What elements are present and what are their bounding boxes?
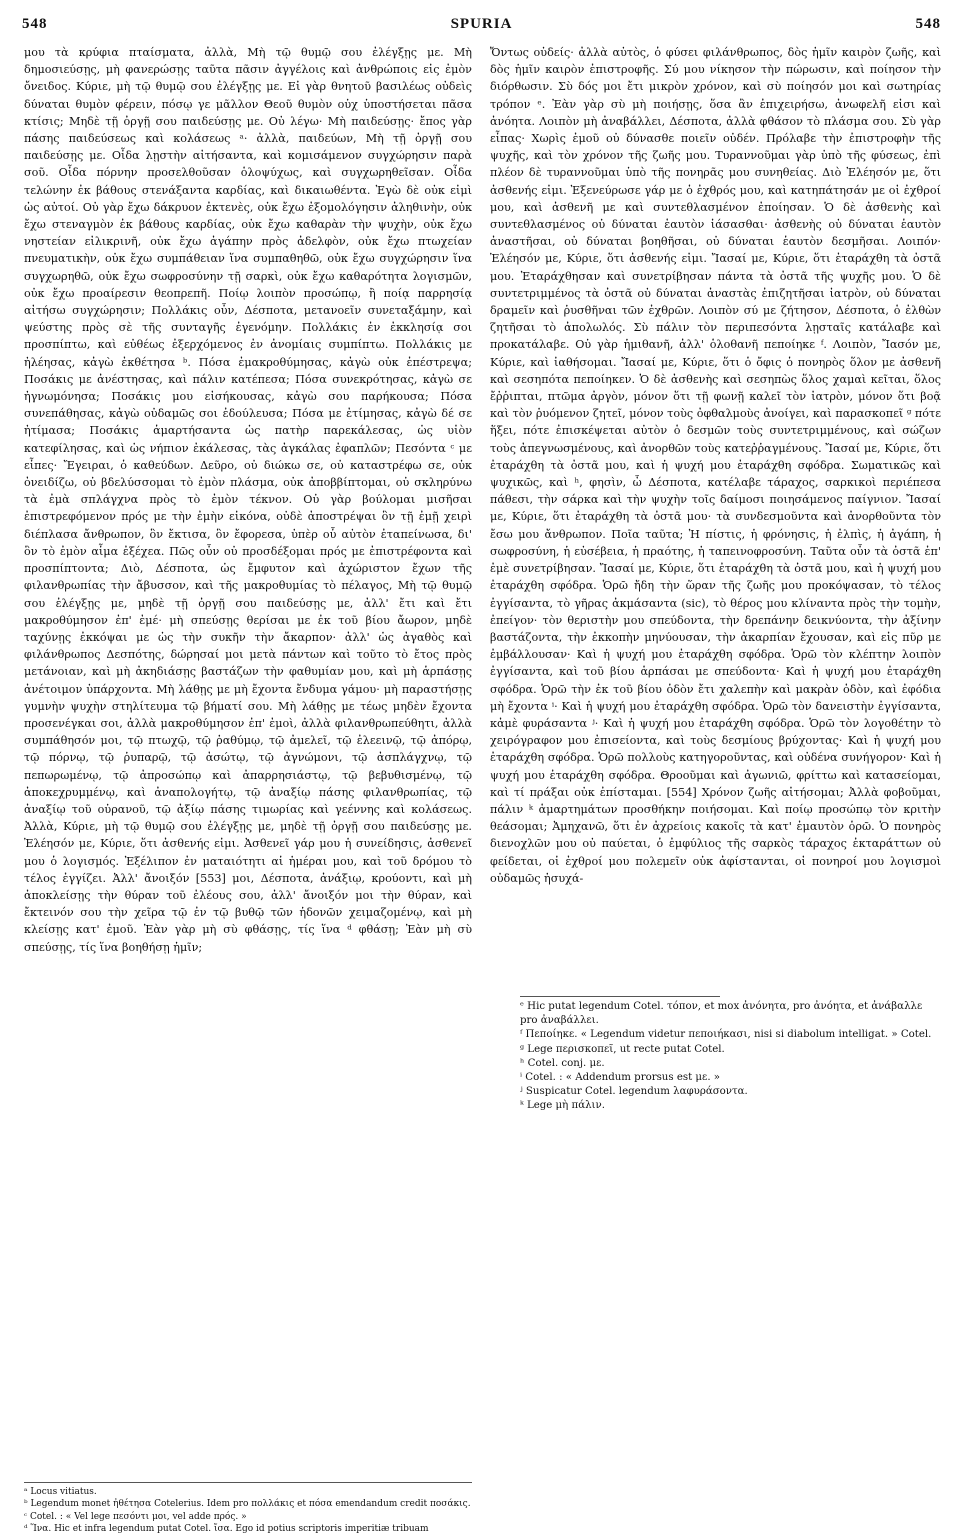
body-text-right: Ὄντως οὐδείς· ἀλλὰ αὐτὸς, ὁ φύσει φιλάνθρωπος, δὸς ἡμῖν καιρὸν ζωῆς, καὶ δὸς ἡμῖν καιρὸν ἐπιστροφῆς. Σύ μου νίκησον τὴν πώρωσιν, καὶ ποίησον τὴν διόρθωσιν. Σὺ δός μοι ἔτι μικρὸν χρόνον, καὶ σὺ ποίησόν μοι καὶ σωτηρίας τρόπον ᵉ. Ἐὰν γὰρ σὺ μὴ ποιήσῃς, ὅσα ἂν ἐπιχειρήσω, ἀνωφελῆ εἰσι καὶ ἀνόητα. Λοιπὸν μὴ ἀναβάλλει, Δέσποτα, ἀλλὰ φθάσον τὸ πλάσμα σου. Σὺ γὰρ εἶπας· Χωρὶς ἐμοῦ οὐ δύνασθε ποιεῖν οὐδέν. Πρόλαβε τὴν ἐπιστροφὴν τῆς ψυχῆς, καὶ τὸν χρόνον τῆς ζωῆς μου. Τυραννοῦμαι γὰρ ὑπὸ τῆς φύσεως, ἐπὶ πλέον δὲ τυραννοῦμαι ὑπὸ τῆς πονηρᾶς μου συνηθείας. Διὸ Ἐλέησόν με, ὅτι ἀσθενής εἰμι. Ἐξενεύρωσε γάρ με ὁ ἐχθρός μου, καὶ κατηπάτησάν με οἱ ἐχθροί μου, καὶ ἀσθενῆ με καὶ συντεθλασμένον ἐποίησαν. Ὁ δὲ ἀσθενὴς καὶ συντεθλασμένος οὐ δύναται ἑαυτὸν ἰάσασθαι· ἀσθενὴς οὐ δύναται ἑαυτὸν ἀναστῆσαι, οὐ δύναται βοηθῆσαι, οὐ δύναται ἑαυτὸν δεσμῆσαι. Λοιπόν· Ἐλέησόν με, Κύριε, ὅτι ἀσθενής εἰμι. Ἴασαί με, Κύριε, ὅτι ἐταράχθη τὰ ὀστᾶ μου. Ἐταράχθησαν καὶ συνετρίβησαν πάντα τὰ ὀστᾶ τῆς ψυχῆς μου. Ὁ δὲ συντετριμμένος τὰ ὀστᾶ οὐ δύναται ἀναστὰς ἐπιζητῆσαι ἰατρὸν, οὐ δύναται δραμεῖν καὶ ῥυσθῆναι τῶν ἐχθρῶν. Λοιπὸν σύ με ζήτησον, Δέσποτα, ὁ ἐλθὼν ζητῆσαι τὸ ἀπολωλός. Σὺ πάλιν τὸν περιπεσόντα λῃσταῖς κατάλαβε καὶ προκατάλαβε. Οὐ γὰρ ἡμιθανῆ, ἀλλ' ὁλοθανῆ πεποίηκε ᶠ. Λοιπὸν, Ἴασόν με, Κύριε, καὶ ἰαθήσομαι. Ἴασαί με, Κύριε, ὅτι ὁ ὄφις ὁ πονηρὸς ὅλον με ἀσθενῆ καὶ σεσηπότα πεποίηκεν. Ὁ δὲ ἀσθενὴς καὶ σεσηπὼς ὅλος χαμαὶ κεῖται, ὅλος ἔῤῥιπται, πτῶμα ἀργὸν, μόνον ὅτι τῇ φωνῇ καλεῖ τὸν ἰατρὸν, μόνον ὅτι βοᾷ καὶ τὸν ῥυόμενον ζητεῖ, μόνον τοὺς ὀφθαλμοὺς ἀνοίγει, καὶ παρασκοπεῖ ᵍ πότε ἥξει, πότε ἐπισκέψεται αὐτὸν ὁ δεσμῶν τοὺς συντετριμμένους, καὶ σώζων τοὺς ἀπεγνωσμένους, καὶ ἀνορθῶν τοὺς κατεῤῥαγμένους. Ἴασαί με, Κύριε, ὅτι ἐταράχθη τὰ ὀστᾶ μου, καὶ ἡ ψυχή μου ἐταράχθη σφόδρα. Σωματικῶς καὶ ψυχικῶς, καὶ ʰ, φησὶν, ὦ Δέσποτα, κατέλαβε τάραχος, σαρκικοὶ περιέπεσα πάθεσι, τὴν σάρκα καὶ τὴν ψυχὴν τοῖς δαίμοσι ποιησάμενος παίγνιον. Ἴασαί με, Κύριε, ὅτι ἐταράχθη τὰ ὀστᾶ μου· τὰ συνδεσμοῦντα καὶ ἀνορθοῦντα τὸν ἔσω μου ἄνθρωπον. Ποῖα ταῦτα; Ἡ πίστις, ἡ φρόνησις, ἡ ἐλπὶς, ἡ ἀγάπη, ἡ σωφροσύνη, ἡ εὐσέβεια, ἡ πραότης, ἡ ταπεινοφροσύνη. Ταῦτα οὖν τὰ ὀστᾶ ἐπ' ἐμὲ συνετρίβησαν. Ἴασαί με, Κύριε, ὅτι ἐταράχθη τὰ ὀστᾶ μου, καὶ ἡ ψυχή μου ἐταράχθη σφόδρα. Ὁρῶ ἤδη τὴν ὥραν τῆς ζωῆς μου προκόψασαν, τὸ τέλος ἐγγίσαντα, τὸ γῆρας ἀκμάσαντα (sic), τὸ θέρος μου κλίναντα πρὸς τὴν τομὴν, ἐπείγον· τὸν θεριστὴν μου σπεύδοντα, τὴν δρεπάνην δεικνύοντα, τὴν ἀξίνην βαστάζοντα, τὴν ἐκκοπὴν μηνύουσαν, τὴν ἀκαρπίαν ἔχουσαν, καὶ εἰς πῦρ με ἐμβάλλουσαν· Καὶ ἡ ψυχή μου ἐταράχθη σφόδρα. Ὁρῶ τὸν κλέπτην λοιπὸν ἐγγίσαντα, καὶ τοῦ βίου ἁρπάσαι με σπεύδοντα· Καὶ ἡ ψυχή μου ἐταράχθη σφόδρα. Ὁρῶ τὴν ἐκ τοῦ βίου ὁδὸν ἔτι χαλεπὴν καὶ μακρὰν ὁδὸν, καὶ ἐφόδια μὴ ἔχοντα ⁱ· Καὶ ἡ ψυχή μου ἐταράχθη σφόδρα. Ὁρῶ τὸν δανειστὴν ἐγγίσαντα, κἀμὲ φυράσαντα ʲ· Καὶ ἡ ψυχή μου ἐταράχθη σφόδρα. Ὁρῶ τὸν λογοθέτην τὸ χειρόγραφον μου ἐπισείοντα, καὶ τοὺς δεσμίους βρύχοντας· Καὶ ἡ ψυχή μου ἐταράχθη σφόδρα. Ὁρῶ πολλοὺς κατηγοροῦντας, καὶ οὐδένα συνήγορον· Καὶ ἡ ψυχή μου ἐταράχθη σφόδρα. Θροοῦμαι καὶ ἀγωνιῶ, φρίττω καὶ κατασείομαι, καὶ τί πράξαι οὐκ ἐπίσταμαι. [554] Χρόνον ζωῆς αἰτήσομαι; Ἀλλὰ φοβοῦμαι, πάλιν ᵏ ἁμαρτημάτων προσθήκην ποιήσομαι. Καὶ ποίῳ προσώπῳ τὸν κριτὴν θεάσομαι; Ἀμηχανῶ, ὅτι ἐν ἀχρείοις κακοῖς τὰ κατ' ἐμαυτὸν ὁρῶ. Ὁ πονηρὸς διενοχλῶν μου οὐ παύεται, ὁ ἐμφύλιος τῆς σαρκὸς τάραχος ἐκταράττων οὐ φείδεται, οἱ ἐχθροί μου πολεμεῖν οὐκ ἀφίστανται, οἱ πονηροί μου λογισμοὶ οὐδαμῶς ἡσυχά- xyxy=(490,46,941,885)
running-title: SPURIA xyxy=(450,16,513,32)
footnotes-left xyxy=(24,1486,472,1536)
body-text-left: μου τὰ κρύφια πταίσματα, ἀλλὰ, Μὴ τῷ θυμῷ σου ἐλέγξῃς με. Μὴ δημοσιεύσῃς, μὴ φανερώσῃς ταῦτα πᾶσιν ἀγγέλοις καὶ ἀνθρώποις εἰς ἐμὸν ὄνειδος. Κύριε, μὴ τῷ θυμῷ σου ἐλέγξῃς με. Εἰ γὰρ θνητοῦ βασιλέως οὐδεὶς δύναται θυμὸν φέρειν, πόσῳ γε μᾶλλον Θεοῦ θυμὸν οὐχ ὑποστήσεται πᾶσα κτίσις; Μηδὲ τῇ ὀργῇ σου παιδεύσῃς με. Οὐ λέγω· Μὴ παιδεύσῃς· ἔπος γὰρ πάσης παιδεύσεως καὶ κολάσεως ᵃ· ἀλλὰ, παιδεύων, Μὴ τῇ ὀργῇ σου παιδεύσῃς με. Οἶδα λῃστὴν αἰτήσαντα, καὶ κομισάμενον συγχώρησιν παρὰ σοῦ. Οἶδα πόρνην προσελθοῦσαν ὁλοψύχως, καὶ συγχωρηθεῖσαν. Οἶδα τελώνην ἐκ βάθους στενάξαντα καρδίας, καὶ δικαιωθέντα. Ἐγὼ δὲ οὐκ εἰμὶ ὡς αὐτοί. Οὐ γὰρ ἔχω δάκρυον ἐκτενὲς, οὐκ ἔχω ἐξομολόγησιν ἀληθινὴν, οὐκ ἔχω στεναγμὸν ἐκ βάθους καρδίας, οὐκ ἔχω καθαρὰν τὴν ψυχὴν, οὐκ ἔχω νηστείαν εἰλικρινῆ, οὐκ ἔχω ἀγάπην πρὸς ἀδελφὸν, οὐκ ἔχω πτωχείαν πνευματικὴν, οὐκ ἔχω συμπάθειαν ἵνα συμπαθηθῶ, οὐκ ἔχω συγχώρησιν ἵνα συγχωρηθῶ, οὐκ ἔχω σωφροσύνην τῇ σαρκὶ, οὐκ ἔχω καθαρότητα λογισμῶν, οὐκ ἔχω προαίρεσιν θεοπρεπῆ. Ποίῳ λοιπὸν προσώπῳ, ἢ ποίᾳ παρρησίᾳ αἰτήσω συγχώρησιν; Πολλάκις οὖν, Δέσποτα, μετανοεῖν συνεταξάμην, καὶ ψεύστης πρὸς σὲ τῆς συνταγῆς ἐγενόμην. Πολλάκις ἐν ἐκκλησίᾳ σοι προσπίπτω, καὶ εὐθέως ἐξερχόμενος ἐν ἀνομίαις συμπίπτω. Πολλάκις με ἠλέησας, κἀγὼ ἐκθέτησα ᵇ. Πόσα ἐμακροθύμησας, κἀγὼ οὐκ ἐπέστρεψα; Ποσάκις με ἀνέστησας, καὶ πάλιν κατέπεσα; Πόσα συνεκρότησας, κἀγὼ σε ἠγνωμόνησα; Ποσάκις μου εἰσήκουσας, κἀγὼ σου παρήκουσα; Πόσα συνεπάθησας, κἀγὼ οὐδαμῶς σοι ἐδούλευσα; Πόσα με ἐτίμησας, κἀγὼ δέ σε ἠτίμασα; Ποσάκις ἁμαρτήσαντα ὡς πατὴρ παρεκάλεσας, ὡς υἱὸν κατεφίλησας, καὶ ὡς νήπιον ἐκάλεσας, τὰς ἀγκάλας ἐφαπλῶν; Πεσόντα ᶜ με εἶπες· Ἔγειραι, ὁ καθεύδων. Δεῦρο, οὐ διώκω σε, οὐ καταστρέφω σε, οὐκ ὀνειδίζω, οὐ βδελύσσομαι τὸ ἐμὸν πλάσμα, οὐκ ἀποββίπτομαι, οὐ σκληρύνω τὰ ἐμὰ σπλάγχνα πρὸς τὸ ἐμὸν τέκνον. Οὐ γὰρ βούλομαι μισῆσαι ἐπιστρεφόμενον πρός με τὴν ἐμὴν εἰκόνα, οὐδὲ ἀποστρέψαι ὃν τῇ ἐμῇ χειρὶ διέπλασα ἄνθρωπον, ὃν ἔκτισα, ὃν ἔφορεσα, ὑπὲρ οὗ αὐτὸν ἐταπείνωσα, δι' ὃν τὸ ἐμὸν αἷμα ἐξέχεα. Πῶς οὖν οὐ προσδέξομαι πρός με ἐπιστρέφοντα καὶ προσπίπτοντα; Διὸ, Δέσποτα, ὡς ἔμφυτον καὶ ἀχώριστον ἔχων τῆς φιλανθρωπίας τὴν ἄβυσσον, καὶ τῆς μακροθυμίας τὸ πέλαγος, Μὴ τῷ θυμῷ σου ἐλέγξῃς με, μηδὲ τῇ ὀργῇ σου παιδεύσῃς με, ἀλλ' ἔτι καὶ ἔτι μακροθύμησον ἐπ' ἐμέ· μὴ σπεύσῃς θερίσαι με ἐκ τοῦ βίου ἄωρον, μηδὲ ταχύνῃς ἐκκόψαι με ὡς τὴν συκῆν τὴν ἄκαρπον· ἀλλ' ὡς ἀγαθὸς καὶ φιλάνθρωπος Δεσπότης, δώρησαί μοι μετὰ πάντων καὶ τοῦτο τὸ ἔτος πρὸς μετάνοιαν, καὶ μὴ ἀκηδιάσῃς βαστάζων τὴν φαθυμίαν μου, καὶ μὴ ἁρπάσῃς ἀνέτοιμον ὑπάρχοντα. Μὴ λάθῃς με μὴ ἔχοντα ἔνδυμα γάμου· μὴ παραστήσῃς γυμνὴν ψυχὴν στηλίτευμα τῷ βήματί σου. Μὴ λάθῃς με τέως μηδὲν ἔχοντα προσενέγκαι σοι, ἀλλὰ μακροθύμησον ἐπ' ἐμοὶ, ἀλλὰ φιλανθρωπεύθητι, ἀλλὰ συμπάθησόν μοι, τῷ πτωχῷ, τῷ ῥαθύμῳ, τῷ ἀμελεῖ, τῷ ἐλεεινῷ, τῷ ἀπόρῳ, τῷ πόρνῳ, τῷ ῥυπαρῷ, τῷ ἀσώτῳ, τῷ ἀγνώμονι, τῷ ἀσπλάγχνῳ, τῷ πεπωρωμένῳ, τῷ ἀπροσώπῳ καὶ ἀπαρρησιάστῳ, τῷ βεβυθισμένῳ, τῷ ἀποκεχρυμμένῳ, καὶ ἀναπολογήτῳ, τῷ ἀναξίῳ πάσης φιλανθρωπίας, τῷ ἀναξίῳ τοῦ οὐρανοῦ, τῷ ἀξίῳ πάσης τιμωρίας καὶ γεέννης καὶ κολάσεως. Ἀλλὰ, Κύριε, μὴ τῷ θυμῷ σου ἐλέγξῃς με, μηδὲ τῇ ὀργῇ σου παιδεύσῃς με. Ἐλέησόν με, Κύριε, ὅτι ἀσθενής εἰμι. Ἀσθενεῖ γάρ μου ἡ συνείδησις, ἀσθενεῖ μου ὁ λογισμός. Ἐξέλιπον ἐν ματαιότητι αἱ ἡμέραι μου, καὶ τοῦ δρόμου τὸ τέλος ἐγγίζει. Ἀλλ' ἄνοιξόν [553] μοι, Δέσποτα, ἀνάξιῳ, κρούοντι, καὶ μὴ ἀποκλείσῃς τὴν θύραν τοῦ ἐλέους σου, ἀλλ' ἄνοιξόν μοι τὴν θύραν, καὶ ἔκτεινόν σου τὴν χεῖρα τῷ ἐν τῷ βυθῷ τῶν ἡδονῶν χειμαζομένῳ, καὶ μὴ κλείσῃς κατ' ἐμοῦ. Ἐὰν γὰρ μὴ σὺ φθάσῃς, τίς ἵνα ᵈ φθάσῃ; Ἐὰν μὴ σὺ σπεύσῃς, τίς ἵνα βοηθήσῃ ἡμῖν; xyxy=(24,46,472,954)
footnote: ʲ Suspicatur Cotel. legendum λαφυράσοντα. xyxy=(520,1086,748,1098)
page-number-left: 548 xyxy=(22,16,48,32)
footnote: ʰ Cotel. conj. με. xyxy=(520,1057,605,1069)
footnote: ᶠ Πεποίηκε. « Legendum videtur πεποιήκασι, nisi si diabolum intelligat. » Cotel. xyxy=(520,1029,932,1041)
footnote: ᵃ Locus vitiatus. xyxy=(24,1487,97,1497)
page-number-right: 548 xyxy=(915,16,941,32)
footnote-rule-right xyxy=(520,996,720,997)
footnote: ᵍ Lege περισκοπεῖ, ut recte putat Cotel. xyxy=(520,1043,725,1055)
footnotes-right xyxy=(520,1000,941,1130)
text-column-left xyxy=(24,44,472,1504)
footnote: ᵇ Legendum monet ἠθέτησα Cotelerius. Idem pro πολλάκις et πόσα emendandum credit ποσάκις. xyxy=(24,1499,471,1510)
footnote: ᵉ Hic putat legendum Cotel. τόπον, et mox ἀνόνητα, pro ἀνόητα, et ἀνάβαλλε pro ἀναβάλλει. xyxy=(520,1001,923,1027)
footnote: ᵏ Lege μὴ πάλιν. xyxy=(520,1100,605,1112)
text-column-right xyxy=(490,44,941,974)
footnote-rule-left xyxy=(24,1482,472,1483)
page-header xyxy=(22,16,941,38)
footnote: ᵈ Ἵνα. Hic et infra legendum putat Cotel. ἴσα. Ego id potius scriptoris imperitiæ tribuam xyxy=(24,1524,429,1535)
footnote: ⁱ Cotel. : « Addendum prorsus est με. » xyxy=(520,1072,721,1084)
footnote: ᶜ Cotel. : « Vel lege πεσόντι μοι, vel adde πρός. » xyxy=(24,1511,247,1522)
